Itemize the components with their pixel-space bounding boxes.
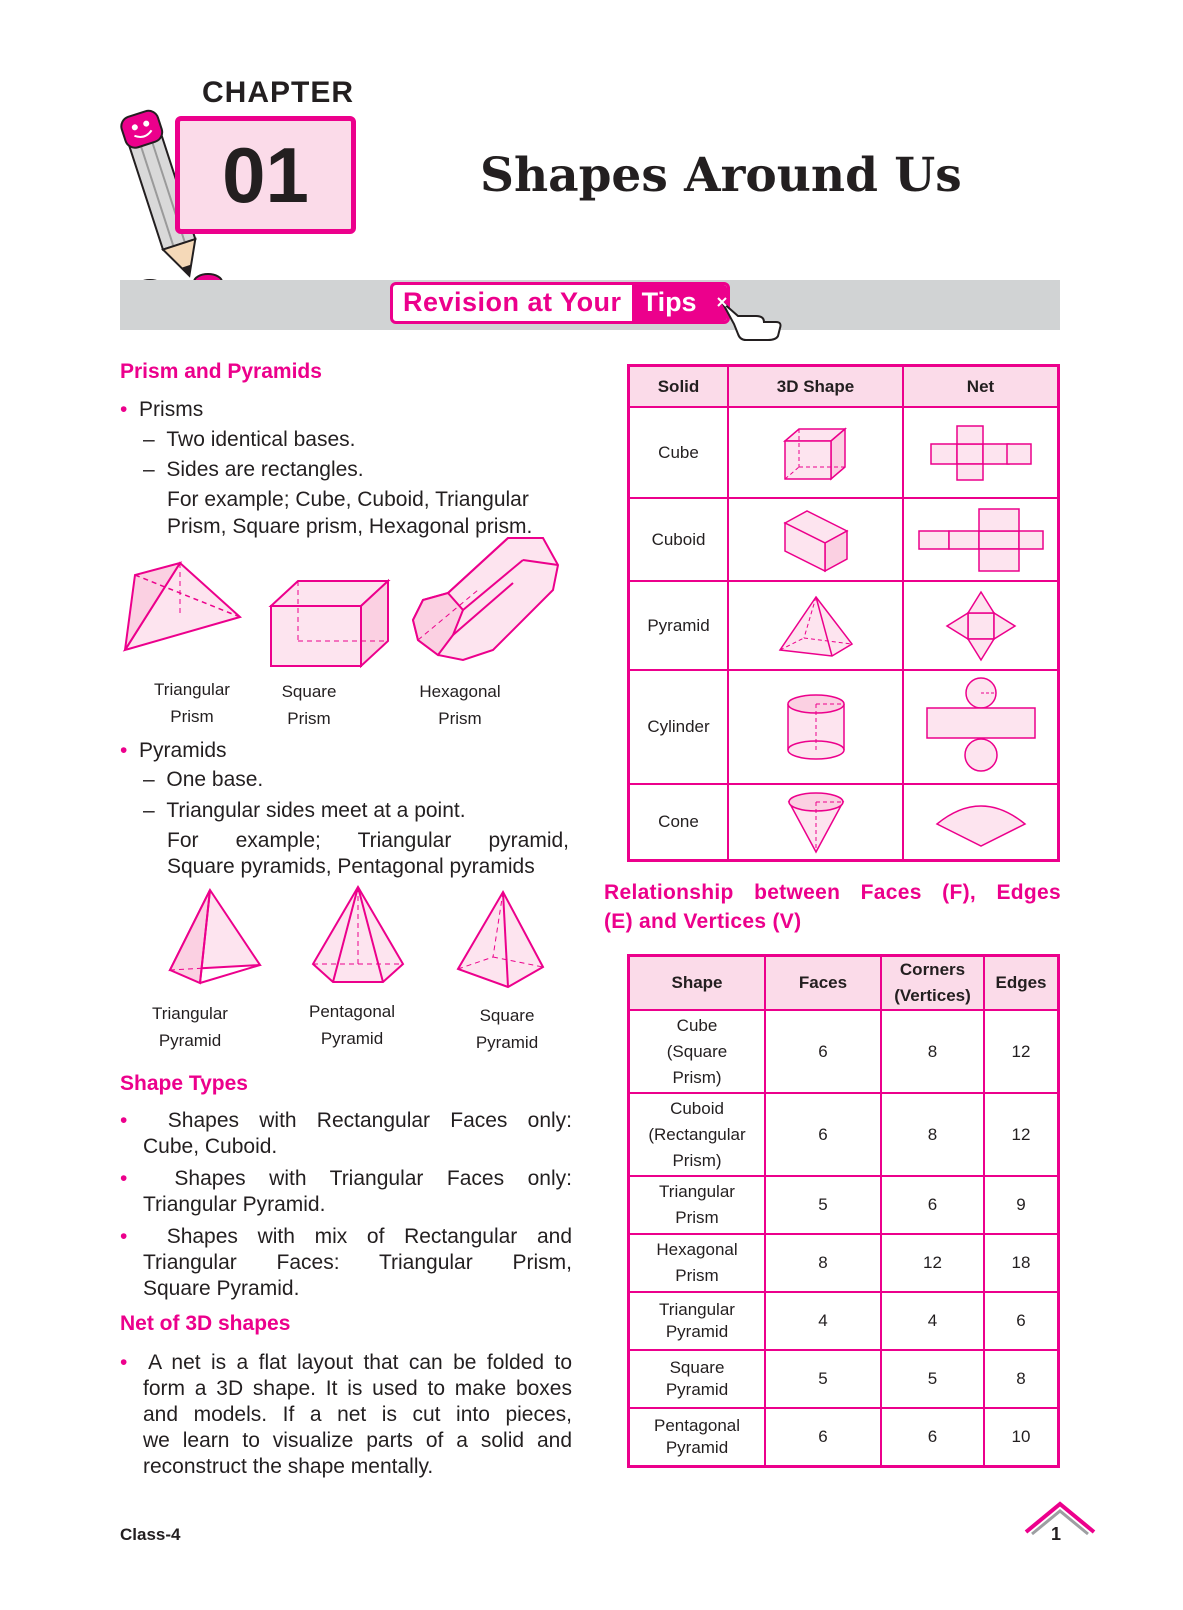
triangular-pyramid-icon bbox=[165, 885, 265, 990]
chapter-number: 01 bbox=[222, 130, 309, 219]
table-row bbox=[629, 407, 1059, 498]
square-pyramid-icon bbox=[453, 887, 548, 992]
vertices-value: 4 bbox=[881, 1292, 984, 1350]
faces-value: 6 bbox=[765, 1010, 881, 1093]
vertices-value: 6 bbox=[881, 1176, 984, 1234]
edges-value: 8 bbox=[984, 1350, 1059, 1408]
shape-name: Hexagonal Prism bbox=[629, 1234, 766, 1292]
table-header: Net bbox=[903, 366, 1059, 408]
caption-triangular-prism: Triangular Prism bbox=[154, 680, 230, 726]
shape-name: Triangular Prism bbox=[629, 1176, 766, 1234]
table-row bbox=[629, 1292, 1059, 1350]
edges-value: 9 bbox=[984, 1176, 1059, 1234]
pentagonal-pyramid-icon bbox=[308, 882, 408, 992]
solid-name: Cuboid bbox=[629, 498, 729, 581]
class-label: Class-4 bbox=[120, 1525, 181, 1544]
edges-value: 12 bbox=[984, 1010, 1059, 1093]
shape-type-item: • Shapes with mix of Rectangular and Triangular Faces: Triangular Prism, Square Pyramid. bbox=[120, 1225, 573, 1300]
section-heading-prisms: Prism and Pyramids bbox=[120, 360, 322, 383]
pyramid-3d-icon bbox=[776, 594, 856, 658]
triangular-prism-icon bbox=[120, 555, 245, 665]
faces-value: 6 bbox=[765, 1408, 881, 1466]
table-row bbox=[629, 1093, 1059, 1176]
vertices-value: 12 bbox=[881, 1234, 984, 1292]
table-row bbox=[629, 581, 1059, 670]
caption-triangular-pyramid: Triangular Pyramid bbox=[152, 1004, 228, 1050]
table-row bbox=[629, 1350, 1059, 1408]
pyramids-bullet: • Pyramids bbox=[120, 739, 227, 762]
pointing-hand-icon bbox=[716, 296, 784, 342]
table-row bbox=[629, 1010, 1059, 1093]
table-row bbox=[629, 1234, 1059, 1292]
section-heading-shape-types: Shape Types bbox=[120, 1072, 248, 1095]
table-row bbox=[629, 1408, 1059, 1466]
edges-value: 12 bbox=[984, 1093, 1059, 1176]
prism-example-line: Prism, Square prism, Hexagonal prism. bbox=[167, 515, 533, 538]
faces-value: 6 bbox=[765, 1093, 881, 1176]
cone-net-icon bbox=[933, 796, 1029, 848]
shape-name: Cuboid (Rectangular Prism) bbox=[629, 1093, 766, 1176]
solid-name: Cone bbox=[629, 784, 729, 860]
solid-name: Cube bbox=[629, 407, 729, 498]
vertices-value: 8 bbox=[881, 1093, 984, 1176]
table-row bbox=[629, 1176, 1059, 1234]
pyramid-net-icon bbox=[944, 590, 1018, 662]
vertices-value: 6 bbox=[881, 1408, 984, 1466]
chapter-number-box bbox=[175, 116, 356, 234]
edges-value: 10 bbox=[984, 1408, 1059, 1466]
relationship-heading: Relationship between Faces (F), Edges (E) and Vertices (V) bbox=[604, 881, 1061, 933]
cuboid-3d-icon bbox=[781, 507, 851, 573]
section-heading-net: Net of 3D shapes bbox=[120, 1312, 291, 1335]
shape-name: Square Pyramid bbox=[629, 1350, 766, 1408]
vertices-value: 8 bbox=[881, 1010, 984, 1093]
prisms-label: Prisms bbox=[139, 398, 204, 421]
shape-type-item: • Shapes with Rectangular Faces only: Cube, Cuboid. bbox=[120, 1109, 573, 1158]
cuboid-net-icon bbox=[917, 507, 1045, 573]
table-row bbox=[629, 670, 1059, 784]
shape-type-item: • Shapes with Triangular Faces only: Triangular Pyramid. bbox=[120, 1167, 572, 1216]
caption-hexagonal-prism: Hexagonal Prism bbox=[419, 682, 501, 728]
table-header: Corners (Vertices) bbox=[881, 956, 984, 1011]
pyramid-point: – One base. bbox=[143, 768, 264, 791]
faces-value: 5 bbox=[765, 1176, 881, 1234]
prism-point: – Two identical bases. bbox=[143, 428, 356, 451]
pyramid-example-line: For example; Triangular pyramid, bbox=[167, 829, 569, 852]
page-title: Shapes Around Us bbox=[480, 148, 962, 203]
pyramids-label: Pyramids bbox=[139, 739, 227, 762]
cube-net-icon bbox=[929, 424, 1033, 482]
caption-square-prism: Square Prism bbox=[281, 682, 337, 728]
chapter-label: CHAPTER bbox=[202, 76, 355, 109]
solid-name: Pyramid bbox=[629, 581, 729, 670]
faces-value: 4 bbox=[765, 1292, 881, 1350]
table-row bbox=[629, 784, 1059, 860]
shape-name: Pentagonal Pyramid bbox=[629, 1408, 766, 1466]
faces-value: 5 bbox=[765, 1350, 881, 1408]
pyramid-point: – Triangular sides meet at a point. bbox=[143, 799, 466, 822]
cylinder-net-icon bbox=[925, 677, 1037, 777]
cone-3d-icon bbox=[786, 790, 846, 854]
edges-value: 18 bbox=[984, 1234, 1059, 1292]
prisms-bullet: • Prisms bbox=[120, 398, 204, 421]
edges-value: 6 bbox=[984, 1292, 1059, 1350]
caption-pentagonal-pyramid: Pentagonal Pyramid bbox=[308, 1002, 396, 1048]
faces-value: 8 bbox=[765, 1234, 881, 1292]
prism-point: – Sides are rectangles. bbox=[143, 458, 364, 481]
cylinder-3d-icon bbox=[784, 692, 848, 762]
pyramid-example-line: Square pyramids, Pentagonal pyramids bbox=[167, 855, 535, 878]
cube-3d-icon bbox=[781, 425, 851, 481]
net-paragraph: • A net is a flat layout that can be folded to form a 3D shape. It is used to make boxes and models. If a net is cut into pieces, we learn to visualize parts of a solid and reconstruct the shape mentally. bbox=[120, 1351, 572, 1478]
revision-banner bbox=[390, 282, 730, 324]
table-header: Faces bbox=[765, 956, 881, 1011]
table-header: Solid bbox=[629, 366, 729, 408]
table-row bbox=[629, 498, 1059, 581]
caption-square-pyramid: Square Pyramid bbox=[475, 1006, 539, 1052]
shape-name: Cube (Square Prism) bbox=[629, 1010, 766, 1093]
vertices-value: 5 bbox=[881, 1350, 984, 1408]
page-number: 1 bbox=[1051, 1524, 1062, 1544]
table-header: 3D Shape bbox=[728, 366, 903, 408]
prism-example-line: For example; Cube, Cuboid, Triangular bbox=[167, 488, 529, 511]
solid-name: Cylinder bbox=[629, 670, 729, 784]
banner-text-tips: Tips bbox=[632, 285, 727, 321]
relationship-table bbox=[627, 954, 1060, 1468]
hexagonal-prism-icon bbox=[408, 535, 568, 670]
solids-table bbox=[627, 364, 1060, 862]
shape-name: Triangular Pyramid bbox=[629, 1292, 766, 1350]
table-header: Edges bbox=[984, 956, 1059, 1011]
square-prism-icon bbox=[268, 578, 398, 670]
table-header: Shape bbox=[629, 956, 766, 1011]
banner-text-main: Revision at Your bbox=[403, 287, 622, 317]
